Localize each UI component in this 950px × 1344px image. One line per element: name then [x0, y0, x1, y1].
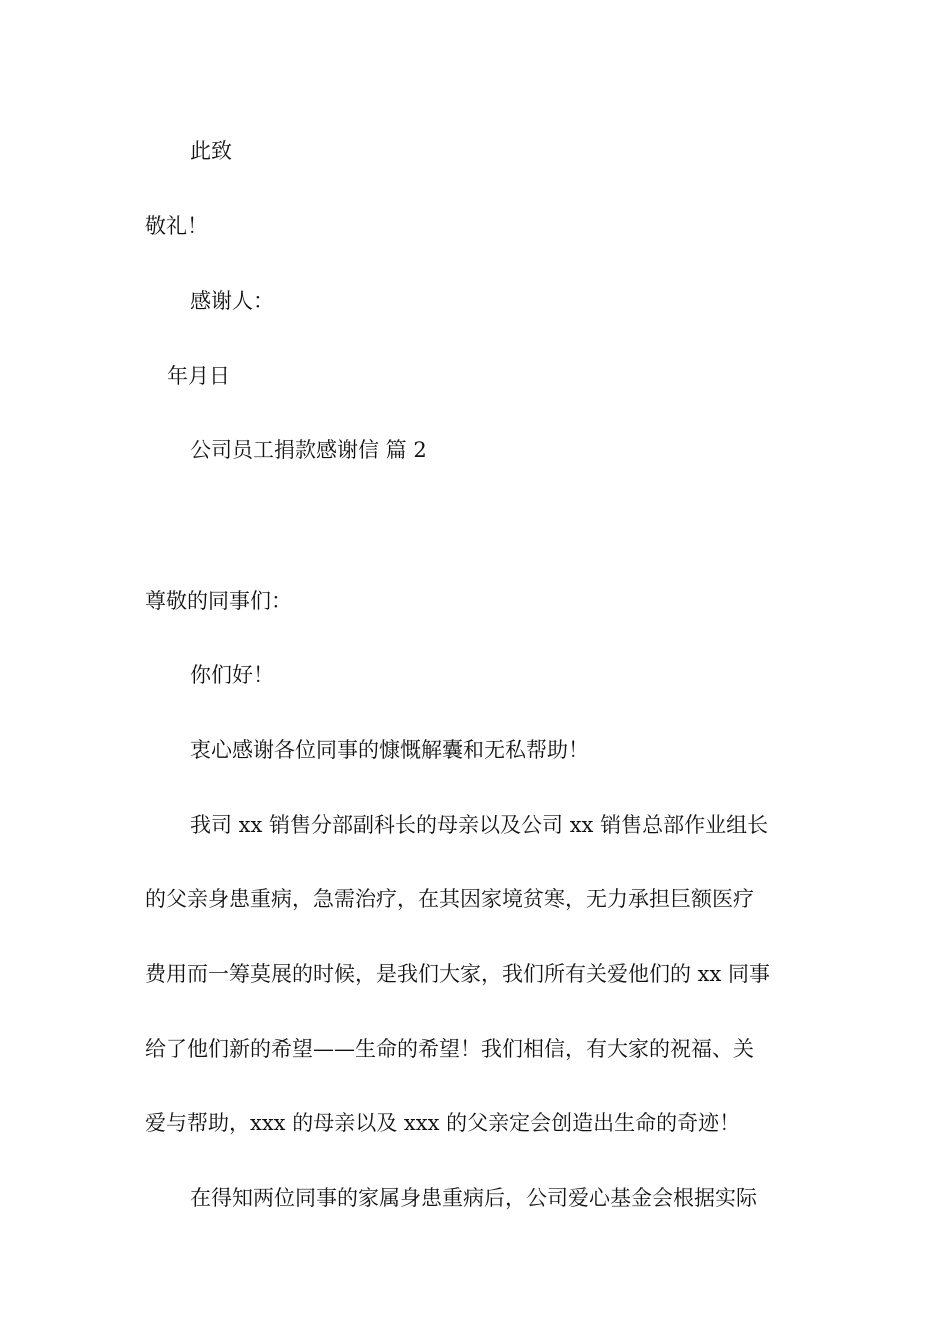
- hello-line: 你们好！: [190, 663, 274, 687]
- paragraph1-line: 给了他们新的希望——生命的希望！我们相信，有大家的祝福、关: [145, 1037, 754, 1061]
- paragraph1-line: 我司 xx 销售分部副科长的母亲以及公司 xx 销售总部作业组长: [190, 813, 769, 837]
- thanks-line: 衷心感谢各位同事的慷慨解囊和无私帮助！: [190, 738, 589, 762]
- paragraph2-line: 在得知两位同事的家属身患重病后，公司爱心基金会根据实际: [190, 1186, 757, 1210]
- signer-line: 感谢人：: [190, 289, 274, 313]
- date-line: 年月日: [167, 364, 230, 388]
- paragraph1-line: 费用而一筹莫展的时候，是我们大家，我们所有关爱他们的 xx 同事: [145, 962, 771, 986]
- closing-line: 此致: [190, 139, 232, 163]
- salute-line: 敬礼！: [145, 214, 208, 238]
- greeting-line: 尊敬的同事们：: [145, 589, 292, 613]
- paragraph1-line: 爱与帮助，xxx 的母亲以及 xxx 的父亲定会创造出生命的奇迹！: [145, 1111, 741, 1135]
- letter-title: 公司员工捐款感谢信 篇 2: [190, 438, 427, 462]
- paragraph1-line: 的父亲身患重病，急需治疗，在其因家境贫寒，无力承担巨额医疗: [145, 887, 754, 911]
